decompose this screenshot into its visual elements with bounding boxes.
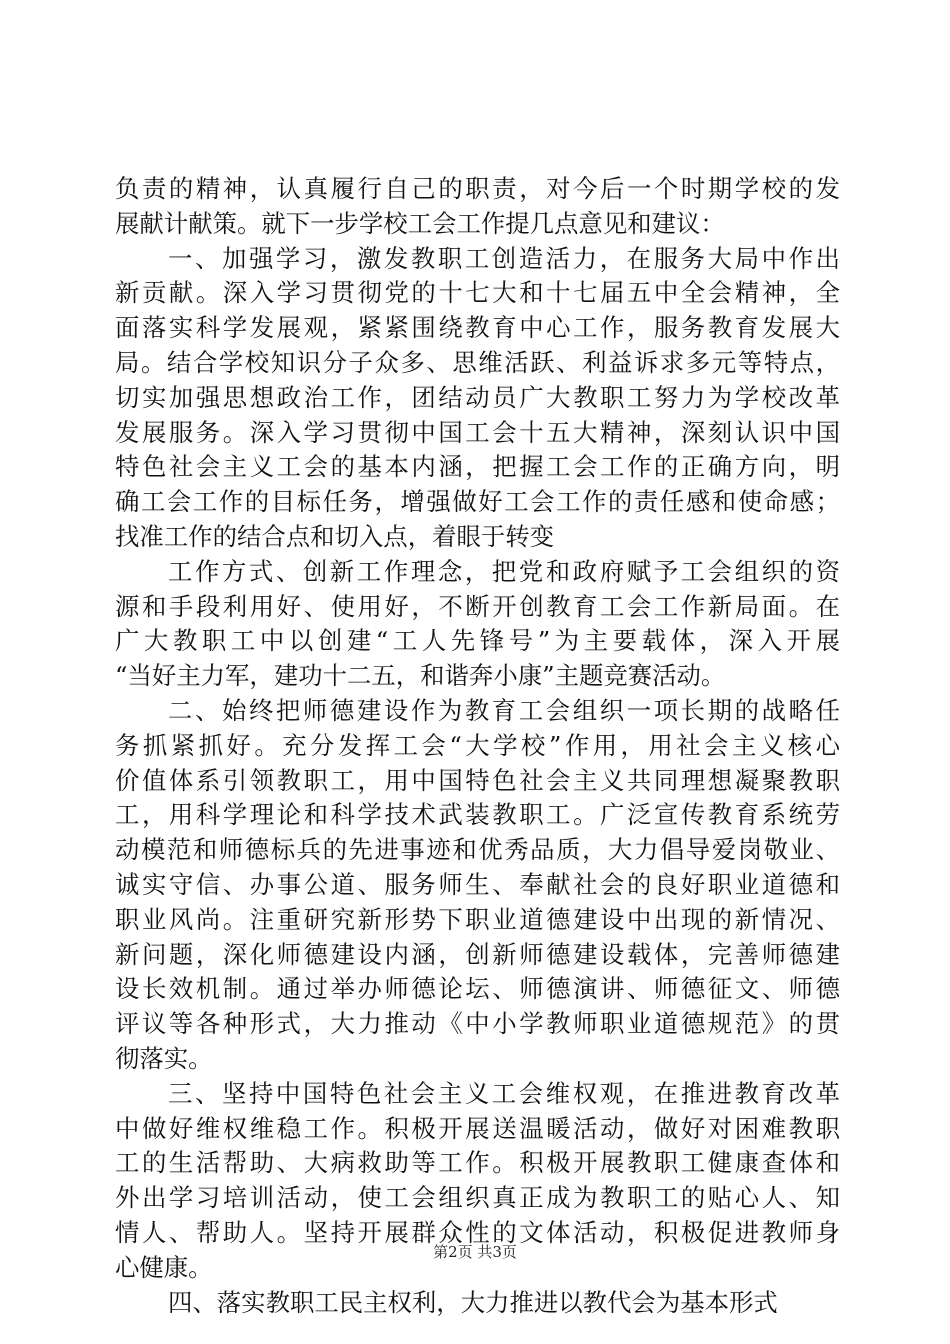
text-line: 切实加强思想政治工作，团结动员广大教职工努力为学校改革 [115,382,840,412]
text-line: 职业风尚。注重研究新形势下职业道德建设中出现的新情况、 [115,904,840,934]
text-line: 彻落实。 [115,1043,213,1073]
page-number-footer: 第2页 共3页 [433,1243,517,1261]
text-line: 务抓紧抓好。充分发挥工会“大学校”作用，用社会主义核心 [115,730,840,760]
text-line: 工的生活帮助、大病救助等工作。积极开展教职工健康查体和 [115,1148,840,1178]
document-body [115,172,840,1320]
text-line: 发展服务。深入学习贯彻中国工会十五大精神，深刻认识中国 [115,417,840,447]
text-line: 新问题，深化师德建设内涵，创新师德建设载体，完善师德建 [115,939,840,969]
text-line: 外出学习培训活动，使工会组织真正成为教职工的贴心人、知 [115,1183,840,1213]
text-line: 广大教职工中以创建“工人先锋号”为主要载体，深入开展 [115,626,840,656]
text-line: 展献计献策。就下一步学校工会工作提几点意见和建议： [115,208,725,238]
paragraph-start-line: 工作方式、创新工作理念，把党和政府赋予工会组织的资 [168,556,840,586]
text-line: 设长效机制。通过举办师德论坛、师德演讲、师德征文、师德 [115,974,840,1004]
text-line: 情人、帮助人。坚持开展群众性的文体活动，积极促进教师身 [115,1217,840,1247]
text-line: 确工会工作的目标任务，增强做好工会工作的责任感和使命感； [115,487,840,517]
paragraph-start-line: 二、始终把师德建设作为教育工会组织一项长期的战略任 [168,695,840,725]
text-line: 找准工作的结合点和切入点，着眼于转变 [115,521,555,551]
text-line: 源和手段利用好、使用好，不断开创教育工会工作新局面。在 [115,591,840,621]
text-line: 局。结合学校知识分子众多、思维活跃、利益诉求多元等特点， [115,347,840,377]
text-line: 负责的精神，认真履行自己的职责，对今后一个时期学校的发 [115,174,840,203]
text-line: 心健康。 [115,1252,213,1282]
text-line: 新贡献。深入学习贯彻党的十七大和十七届五中全会精神，全 [115,278,840,308]
text-line: 特色社会主义工会的基本内涵，把握工会工作的正确方向，明 [115,452,840,482]
text-line: 动模范和师德标兵的先进事迹和优秀品质，大力倡导爱岗敬业、 [115,835,840,865]
text-line: 诚实守信、办事公道、服务师生、奉献社会的良好职业道德和 [115,869,840,899]
text-line: “当好主力军，建功十二五，和谐奔小康”主题竞赛活动。 [115,661,726,691]
paragraph-start-line: 四、落实教职工民主权利，大力推进以教代会为基本形式 [168,1287,778,1317]
paragraph-start-line: 三、坚持中国特色社会主义工会维权观，在推进教育改革 [168,1078,840,1108]
text-line: 评议等各种形式，大力推动《中小学教师职业道德规范》的贯 [115,1009,840,1039]
text-line: 中做好维权维稳工作。积极开展送温暖活动，做好对困难教职 [115,1113,840,1143]
text-line: 工，用科学理论和科学技术武装教职工。广泛宣传教育系统劳 [115,800,840,830]
text-line: 价值体系引领教职工，用中国特色社会主义共同理想凝聚教职 [115,765,840,795]
text-line: 面落实科学发展观，紧紧围绕教育中心工作，服务教育发展大 [115,313,840,343]
paragraph-start-line: 一、加强学习，激发教职工创造活力，在服务大局中作出 [168,243,840,273]
